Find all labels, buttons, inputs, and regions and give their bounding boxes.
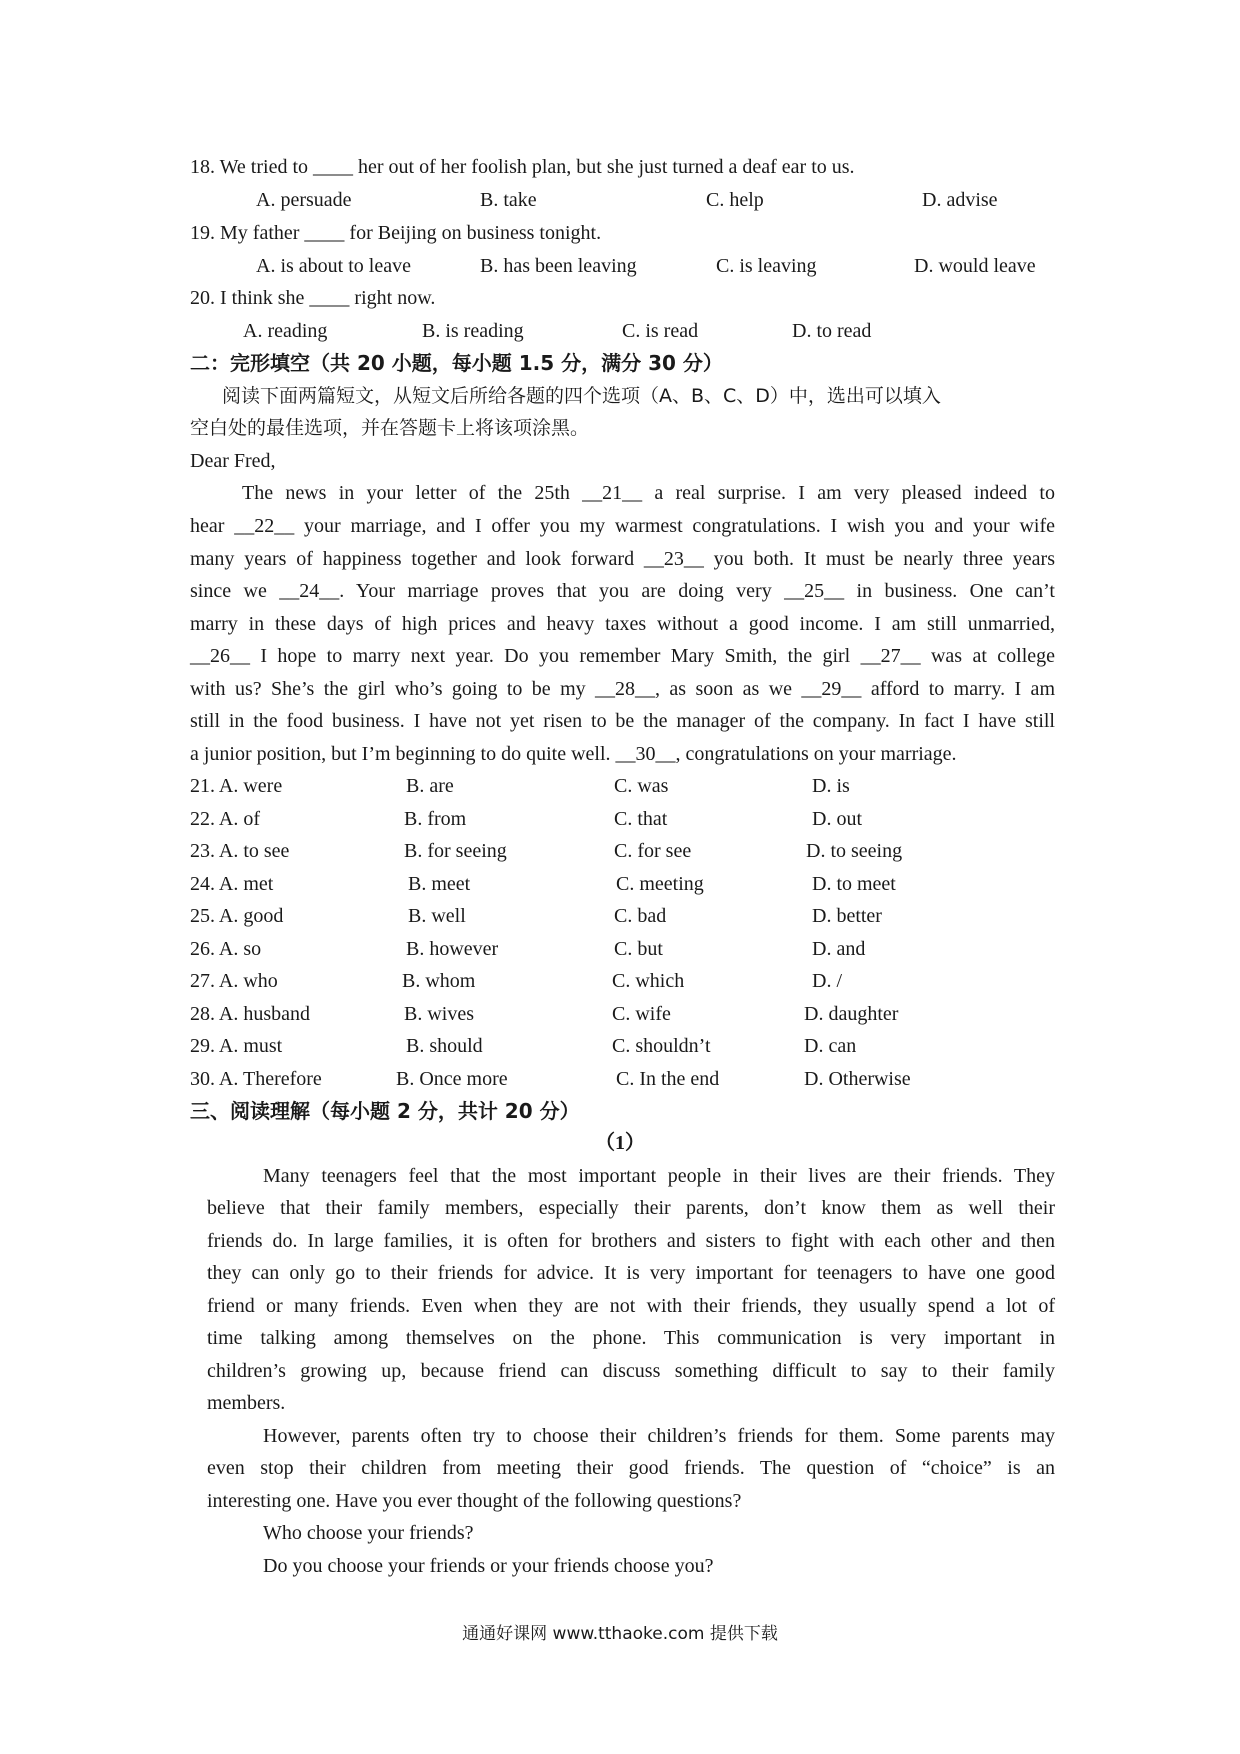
choice-26-a: 26. A. so bbox=[190, 938, 262, 960]
choice-22-b: B. from bbox=[404, 808, 467, 830]
section2-instruction-line2: 空白处的最佳选项，并在答题卡上将该项涂黑。 bbox=[190, 417, 590, 439]
choice-29-d: D. can bbox=[804, 1035, 857, 1057]
choice-27-c: C. which bbox=[612, 970, 685, 992]
choice-21-d: D. is bbox=[812, 775, 850, 797]
para1-line-2: believe that their family members, especially their parents, don’t know them as well their bbox=[207, 1197, 1055, 1219]
passage-line-4: since we __24__. Your marriage proves that you are doing very __25__ in business. One can’t bbox=[190, 580, 1055, 602]
para1-line-7: children’s growing up, because friend can discuss something difficult to say to their family bbox=[207, 1360, 1055, 1382]
choice-21-a: 21. A. were bbox=[190, 775, 283, 797]
choice-29-a: 29. A. must bbox=[190, 1035, 283, 1057]
passage-line-2: hear __22__ your marriage, and I offer you my warmest congratulations. I wish you and your wife bbox=[190, 515, 1055, 537]
q18-option-d: D. advise bbox=[922, 189, 998, 211]
choice-23-a: 23. A. to see bbox=[190, 840, 290, 862]
para2-line-3: interesting one. Have you ever thought of the following questions? bbox=[207, 1490, 742, 1512]
para1-line-1: Many teenagers feel that the most important people in their lives are their friends. They bbox=[263, 1165, 1055, 1187]
choice-28-a: 28. A. husband bbox=[190, 1003, 310, 1025]
choice-25-a: 25. A. good bbox=[190, 905, 284, 927]
choice-26-b: B. however bbox=[406, 938, 499, 960]
choice-21-b: B. are bbox=[406, 775, 454, 797]
choice-21-c: C. was bbox=[614, 775, 669, 797]
choice-22-a: 22. A. of bbox=[190, 808, 260, 830]
choice-28-c: C. wife bbox=[612, 1003, 671, 1025]
choice-29-c: C. shouldn’t bbox=[612, 1035, 711, 1057]
q19-option-a: A. is about to leave bbox=[256, 255, 411, 277]
question-19-stem: 19. My father ____ for Beijing on business tonight. bbox=[190, 222, 602, 244]
choice-30-c: C. In the end bbox=[616, 1068, 720, 1090]
choice-26-d: D. and bbox=[812, 938, 866, 960]
section3-heading: 三、阅读理解（每小题 2 分，共计 20 分） bbox=[190, 1099, 580, 1123]
choice-22-d: D. out bbox=[812, 808, 862, 830]
choice-24-d: D. to meet bbox=[812, 873, 896, 895]
passage-line-7: with us? She’s the girl who’s going to be my __28__, as soon as we __29__ afford to marry. I am bbox=[190, 678, 1055, 700]
choice-28-b: B. wives bbox=[404, 1003, 474, 1025]
para1-line-4: they can only go to their friends for advice. It is very important for teenagers to have one good bbox=[207, 1262, 1055, 1284]
para2-line-1: However, parents often try to choose their children’s friends for them. Some parents may bbox=[263, 1425, 1055, 1447]
choice-23-d: D. to seeing bbox=[806, 840, 903, 862]
q18-option-a: A. persuade bbox=[256, 189, 352, 211]
reading-question-line-2: Do you choose your friends or your friends choose you? bbox=[263, 1555, 714, 1577]
q20-option-a: A. reading bbox=[243, 320, 328, 342]
para2-line-2: even stop their children from meeting their good friends. The question of “choice” is an bbox=[207, 1457, 1055, 1479]
choice-25-c: C. bad bbox=[614, 905, 667, 927]
q19-option-c: C. is leaving bbox=[716, 255, 817, 277]
q20-option-c: C. is read bbox=[622, 320, 699, 342]
letter-salutation: Dear Fred, bbox=[190, 450, 276, 472]
choice-22-c: C. that bbox=[614, 808, 668, 830]
para1-line-6: time talking among themselves on the phone. This communication is very important in bbox=[207, 1327, 1055, 1349]
choice-24-b: B. meet bbox=[408, 873, 471, 895]
choice-30-b: B. Once more bbox=[396, 1068, 508, 1090]
para1-line-5: friend or many friends. Even when they are not with their friends, they usually spend a lot of bbox=[207, 1295, 1055, 1317]
choice-23-c: C. for see bbox=[614, 840, 692, 862]
passage-line-5: marry in these days of high prices and heavy taxes without a good income. I am still unmarried, bbox=[190, 613, 1055, 635]
choice-27-d: D. / bbox=[812, 970, 842, 992]
section2-instruction-line1: 阅读下面两篇短文，从短文后所给各题的四个选项（A、B、C、D）中，选出可以填入 bbox=[222, 385, 941, 407]
passage-line-3: many years of happiness together and look forward __23__ you both. It must be nearly three years bbox=[190, 548, 1055, 570]
choice-24-c: C. meeting bbox=[616, 873, 704, 895]
choice-29-b: B. should bbox=[406, 1035, 483, 1057]
choice-25-b: B. well bbox=[408, 905, 466, 927]
passage-line-1: The news in your letter of the 25th __21__ a real surprise. I am very pleased indeed to bbox=[242, 482, 1055, 504]
reading-part-label: （1） bbox=[595, 1132, 645, 1154]
q18-option-c: C. help bbox=[706, 189, 764, 211]
choice-26-c: C. but bbox=[614, 938, 663, 960]
choice-24-a: 24. A. met bbox=[190, 873, 274, 895]
q20-option-d: D. to read bbox=[792, 320, 872, 342]
q19-option-d: D. would leave bbox=[914, 255, 1036, 277]
choice-27-b: B. whom bbox=[402, 970, 476, 992]
section2-heading: 二：完形填空（共 20 小题，每小题 1.5 分，满分 30 分） bbox=[190, 351, 723, 375]
para1-line-3: friends do. In large families, it is often for brothers and sisters to fight with each other and then bbox=[207, 1230, 1055, 1252]
choice-28-d: D. daughter bbox=[804, 1003, 899, 1025]
passage-line-9: a junior position, but I’m beginning to do quite well. __30__, congratulations on your marriage. bbox=[190, 743, 957, 765]
para1-line-8: members. bbox=[207, 1392, 286, 1414]
choice-27-a: 27. A. who bbox=[190, 970, 278, 992]
q18-option-b: B. take bbox=[480, 189, 537, 211]
page-footer: 通通好课网 www.tthaoke.com 提供下载 bbox=[462, 1624, 778, 1644]
choice-25-d: D. better bbox=[812, 905, 882, 927]
question-20-stem: 20. I think she ____ right now. bbox=[190, 287, 436, 309]
q20-option-b: B. is reading bbox=[422, 320, 524, 342]
choice-30-d: D. Otherwise bbox=[804, 1068, 911, 1090]
question-18-stem: 18. We tried to ____ her out of her foolish plan, but she just turned a deaf ear to us. bbox=[190, 156, 855, 178]
choice-23-b: B. for seeing bbox=[404, 840, 507, 862]
reading-question-line-1: Who choose your friends? bbox=[263, 1522, 474, 1544]
q19-option-b: B. has been leaving bbox=[480, 255, 637, 277]
passage-line-6: __26__ I hope to marry next year. Do you remember Mary Smith, the girl __27__ was at college bbox=[190, 645, 1055, 667]
passage-line-8: still in the food business. I have not yet risen to be the manager of the company. In fact I have still bbox=[190, 710, 1055, 732]
choice-30-a: 30. A. Therefore bbox=[190, 1068, 322, 1090]
